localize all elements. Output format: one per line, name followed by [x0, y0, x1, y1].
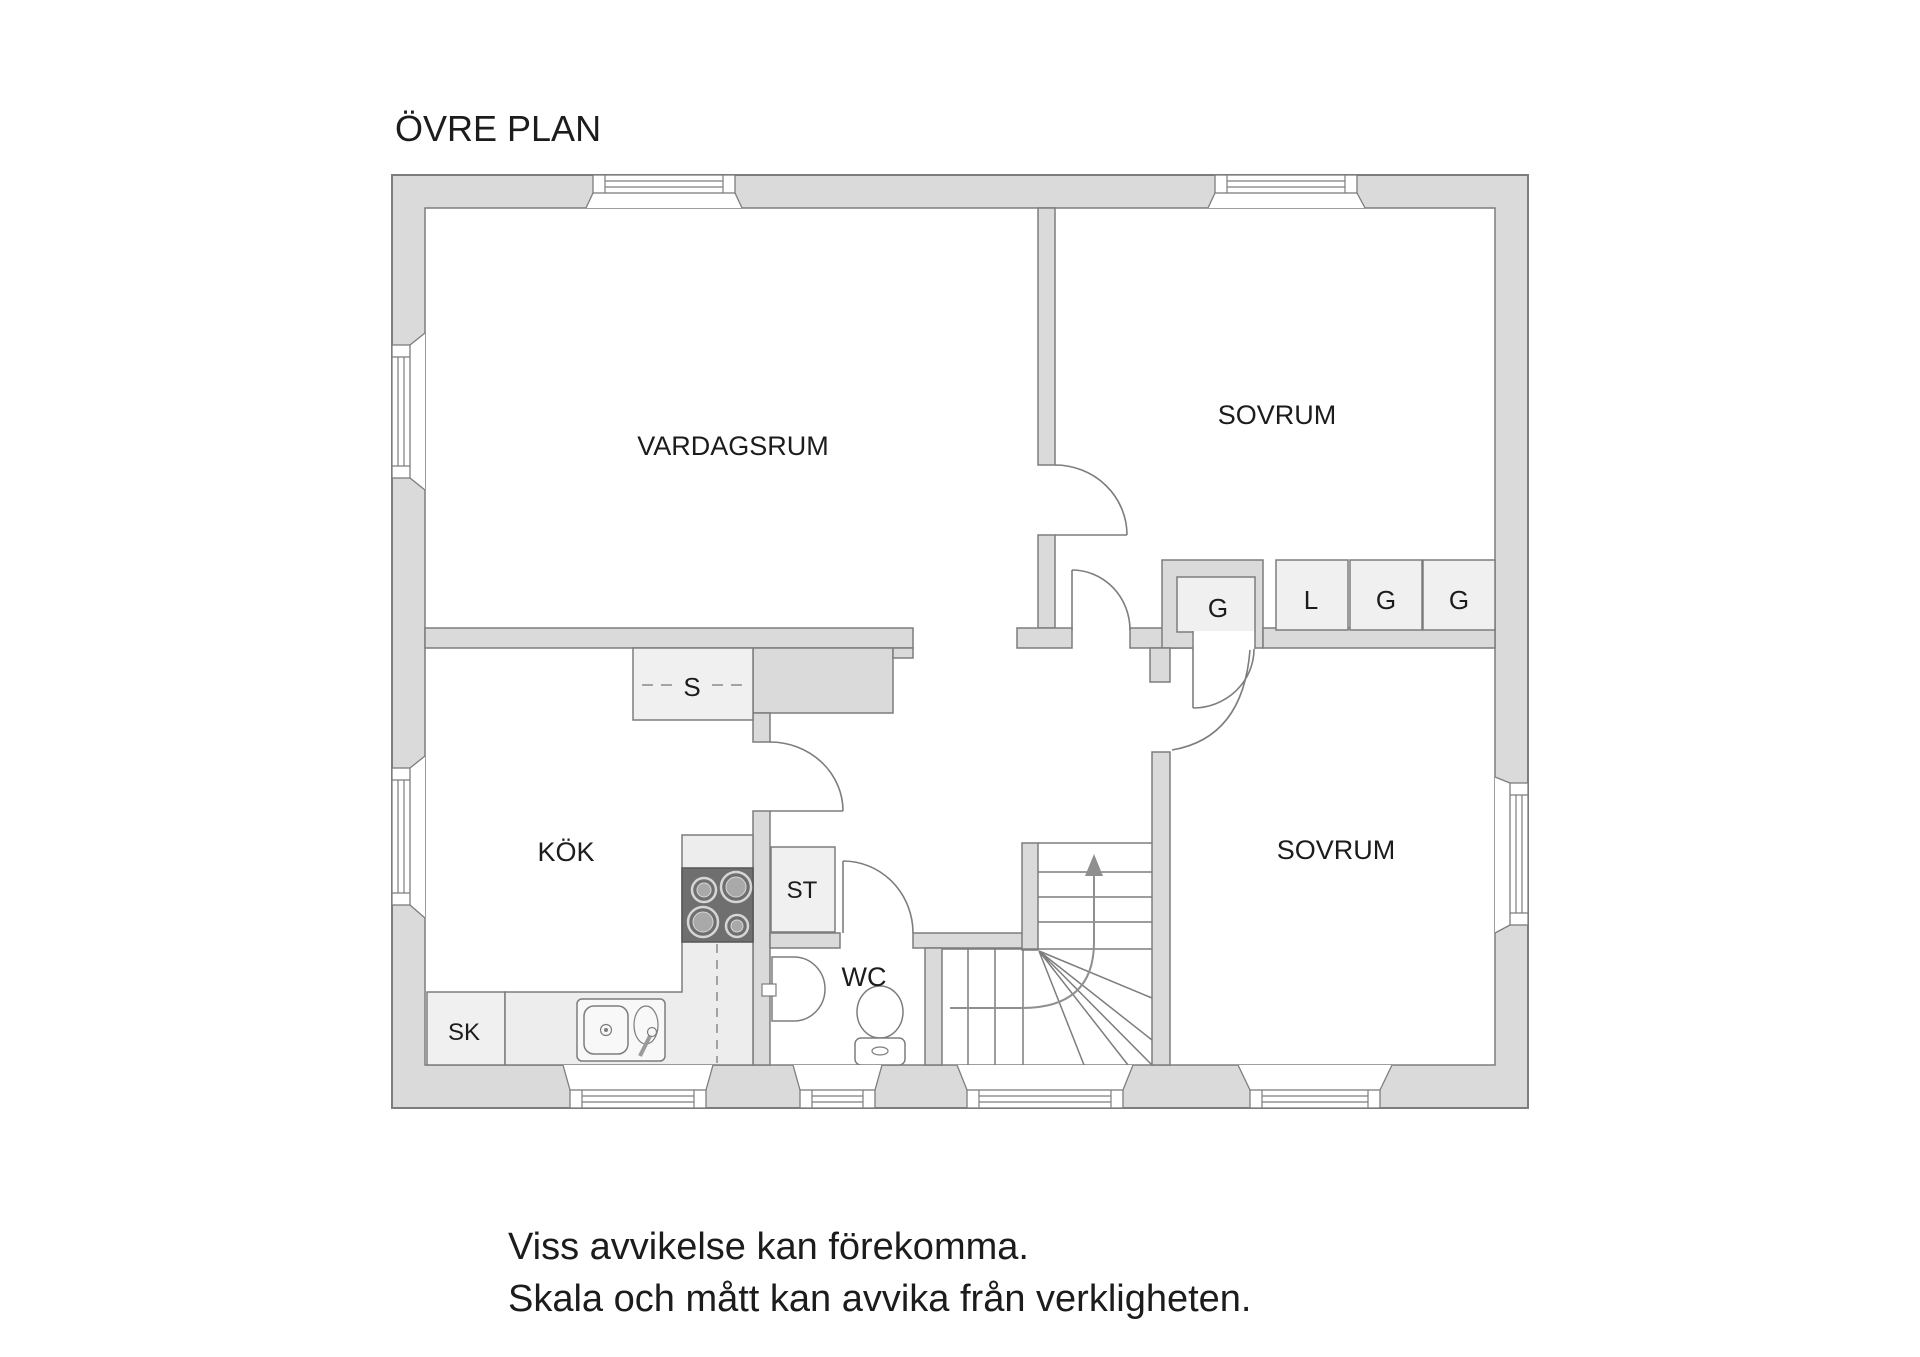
closet-label-l: L	[1303, 585, 1319, 615]
wall-bedroom-west-top	[1150, 648, 1170, 682]
burner-icon	[693, 912, 713, 932]
wall-kitchen-door-jamb	[753, 713, 770, 742]
window-reveal	[1495, 777, 1510, 933]
footnote-line2: Skala och mått kan avvika från verkligheten.	[508, 1278, 1252, 1320]
wall-stub-hall	[1038, 535, 1055, 628]
sink-tap-base	[648, 1028, 657, 1037]
washbasin-icon	[772, 957, 825, 1021]
closet-label-g2: G	[1375, 585, 1397, 615]
closet-label-g3: G	[1448, 585, 1470, 615]
window-reveal	[586, 193, 742, 208]
burner-icon	[697, 883, 711, 897]
wall-wc-top-right	[913, 933, 1023, 948]
room-label-wc: WC	[841, 962, 887, 992]
room-vardagsrum	[425, 208, 1038, 628]
window-top-living	[586, 175, 742, 208]
window-top-bedroom	[1208, 175, 1365, 208]
wall-stair-west	[1022, 843, 1038, 950]
window-reveal	[410, 756, 425, 918]
wall-chunk-kitchen	[753, 648, 893, 713]
window-reveal	[957, 1065, 1133, 1090]
window-frame	[593, 175, 735, 193]
window-frame	[1510, 783, 1528, 925]
room-label-sovrum-top: SOVRUM	[1217, 400, 1337, 430]
window-left-living	[392, 333, 425, 490]
room-label-kok: KÖK	[537, 837, 595, 867]
closet-g1-opening	[1193, 631, 1255, 649]
toilet-bowl-icon	[857, 986, 903, 1038]
window-bottom-kitchen	[563, 1065, 713, 1108]
window-frame	[570, 1090, 706, 1108]
wall-wc-east	[925, 948, 942, 1065]
footnote-line1: Viss avvikelse kan förekomma.	[508, 1226, 1029, 1268]
plan-title: ÖVRE PLAN	[395, 108, 602, 149]
wall-cap-hall-west	[1017, 628, 1072, 648]
washbasin-tap	[762, 984, 776, 996]
window-frame	[800, 1090, 875, 1108]
closet-label-s: S	[683, 672, 701, 702]
window-reveal	[793, 1065, 882, 1090]
window-frame	[1215, 175, 1357, 193]
window-frame	[967, 1090, 1123, 1108]
window-reveal	[563, 1065, 713, 1090]
window-frame	[392, 768, 410, 905]
closet-label-st: ST	[786, 877, 818, 904]
sink-drain-center	[604, 1028, 608, 1032]
window-bottom-stairs	[957, 1065, 1133, 1108]
room-label-vardagsrum: VARDAGSRUM	[637, 431, 829, 461]
window-left-kitchen	[392, 756, 425, 918]
window-frame	[392, 345, 410, 478]
window-bottom-wc	[793, 1065, 882, 1108]
wall-under-closets	[1263, 628, 1495, 648]
window-right-bedroom	[1495, 777, 1528, 933]
window-reveal	[410, 333, 425, 490]
wall-wc-top-left	[770, 933, 840, 948]
sink-icon	[577, 999, 665, 1061]
toilet-button	[872, 1047, 888, 1055]
wall-living-kitchen	[425, 628, 913, 648]
wall-step	[893, 648, 913, 658]
burner-icon	[726, 877, 746, 897]
closet-label-sk: SK	[447, 1019, 481, 1046]
window-reveal	[1238, 1065, 1392, 1090]
room-label-sovrum-bottom: SOVRUM	[1276, 835, 1396, 865]
wall-bedroom-west	[1152, 752, 1170, 1065]
window-frame	[1250, 1090, 1380, 1108]
wall-living-bedroom	[1038, 208, 1055, 465]
closet-label-g1: G	[1207, 593, 1229, 623]
window-bottom-bedroom	[1238, 1065, 1392, 1108]
window-reveal	[1208, 193, 1365, 208]
wall-kitchen-east	[753, 811, 770, 1065]
burner-icon	[731, 920, 743, 932]
